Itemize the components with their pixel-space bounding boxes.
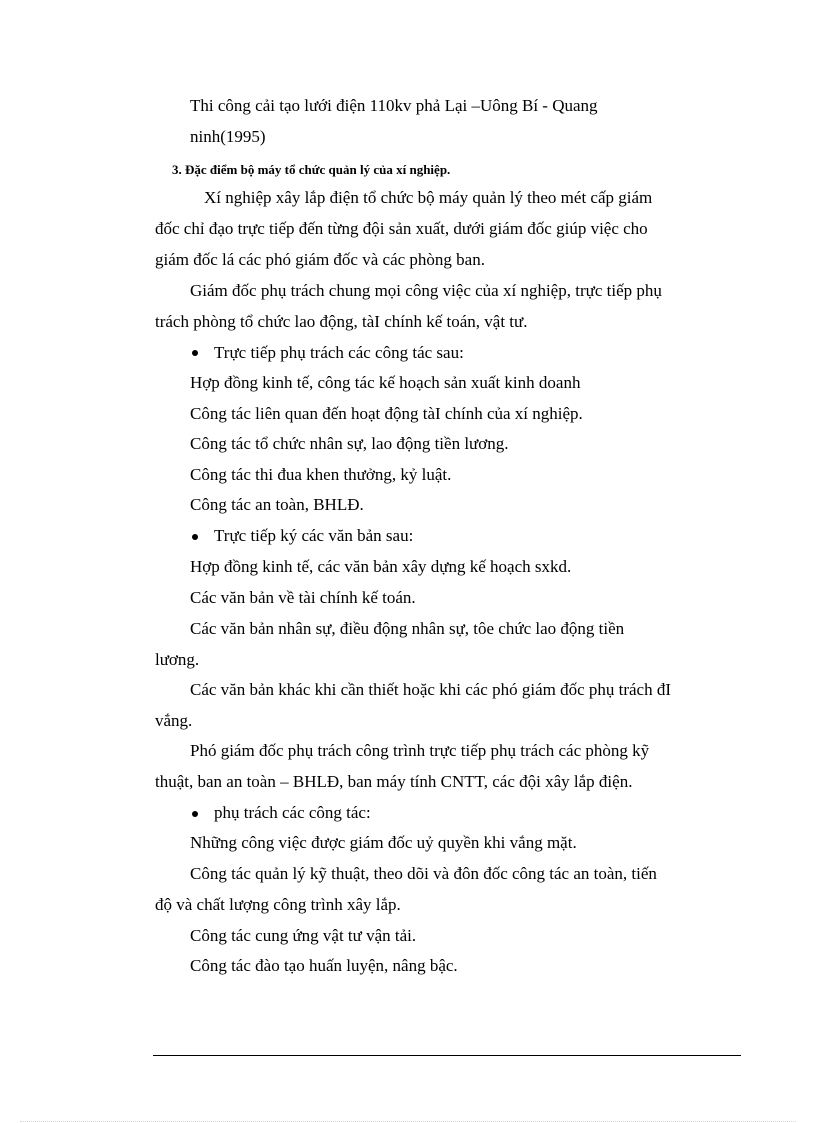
section-heading: 3. Đặc điểm bộ máy tổ chức quản lý của xí nghiệp.: [172, 162, 451, 177]
bullet-1-item-3: Công tác tổ chức nhân sự, lao động tiền lương.: [190, 434, 509, 453]
page-edge: [20, 1121, 796, 1122]
footer-rule: [153, 1055, 741, 1056]
paragraph-3-line-2: thuật, ban an toàn – BHLĐ, ban máy tính CNTT, các đội xây lắp điện.: [155, 772, 633, 791]
bullet-2-item-4-line-1: Các văn bản khác khi cần thiết hoặc khi các phó giám đốc phụ trách đI: [190, 680, 672, 699]
bullet-3-item-3: Công tác cung ứng vật tư vận tải.: [190, 926, 417, 945]
bullet-1-item-4: Công tác thi đua khen thưởng, kỷ luật.: [190, 465, 452, 484]
paragraph-1-line-1: Xí nghiệp xây lắp điện tổ chức bộ máy quản lý theo mét cấp giám: [204, 188, 653, 207]
bullet-2-text: Trực tiếp ký các văn bản sau:: [214, 526, 414, 545]
paragraph-2-line-2: trách phòng tổ chức lao động, tàI chính kế toán, vật tư.: [155, 312, 528, 331]
bullet-dot: [192, 350, 198, 356]
bullet-1-text: Trực tiếp phụ trách các công tác sau:: [214, 343, 464, 362]
bullet-1-item-2: Công tác liên quan đến hoạt động tàI chính của xí nghiệp.: [190, 404, 583, 423]
bullet-3-item-4: Công tác đào tạo huấn luyện, nâng bậc.: [190, 956, 458, 975]
bullet-3-item-1: Những công việc được giám đốc uỷ quyền khi vắng mặt.: [190, 833, 577, 852]
bullet-2-item-2: Các văn bản về tài chính kế toán.: [190, 588, 416, 607]
paragraph-1-line-3: giám đốc lá các phó giám đốc và các phòng ban.: [155, 250, 485, 269]
bullet-2-item-1: Hợp đồng kinh tế, các văn bản xây dựng kế hoạch sxkd.: [190, 557, 572, 576]
bullet-2-item-3-line-2: lương.: [155, 650, 200, 669]
bullet-2-item-4-line-2: vắng.: [155, 711, 193, 730]
bullet-3-item-2-line-2: độ và chất lượng công trình xây lắp.: [155, 895, 401, 914]
paragraph-1-line-2: đốc chỉ đạo trực tiếp đến từng đội sản xuất, dưới giám đốc giúp việc cho: [155, 219, 648, 238]
intro-line-2: ninh(1995): [190, 127, 266, 146]
bullet-dot: [192, 811, 198, 817]
bullet-3-item-2-line-1: Công tác quản lý kỹ thuật, theo dõi và đôn đốc công tác an toàn, tiến: [190, 864, 657, 883]
paragraph-2-line-1: Giám đốc phụ trách chung mọi công việc của xí nghiệp, trực tiếp phụ: [190, 281, 662, 300]
bullet-dot: [192, 534, 198, 540]
bullet-1-item-5: Công tác an toàn, BHLĐ.: [190, 495, 364, 514]
bullet-1-item-1: Hợp đồng kinh tế, công tác kế hoạch sản xuất kinh doanh: [190, 373, 581, 392]
bullet-3-text: phụ trách các công tác:: [214, 803, 371, 822]
intro-line-1: Thi công cải tạo lưới điện 110kv phả Lại –Uông Bí - Quang: [190, 96, 598, 115]
paragraph-3-line-1: Phó giám đốc phụ trách công trình trực tiếp phụ trách các phòng kỹ: [190, 741, 650, 760]
bullet-2-item-3-line-1: Các văn bản nhân sự, điều động nhân sự, tôe chức lao động tiền: [190, 619, 625, 638]
